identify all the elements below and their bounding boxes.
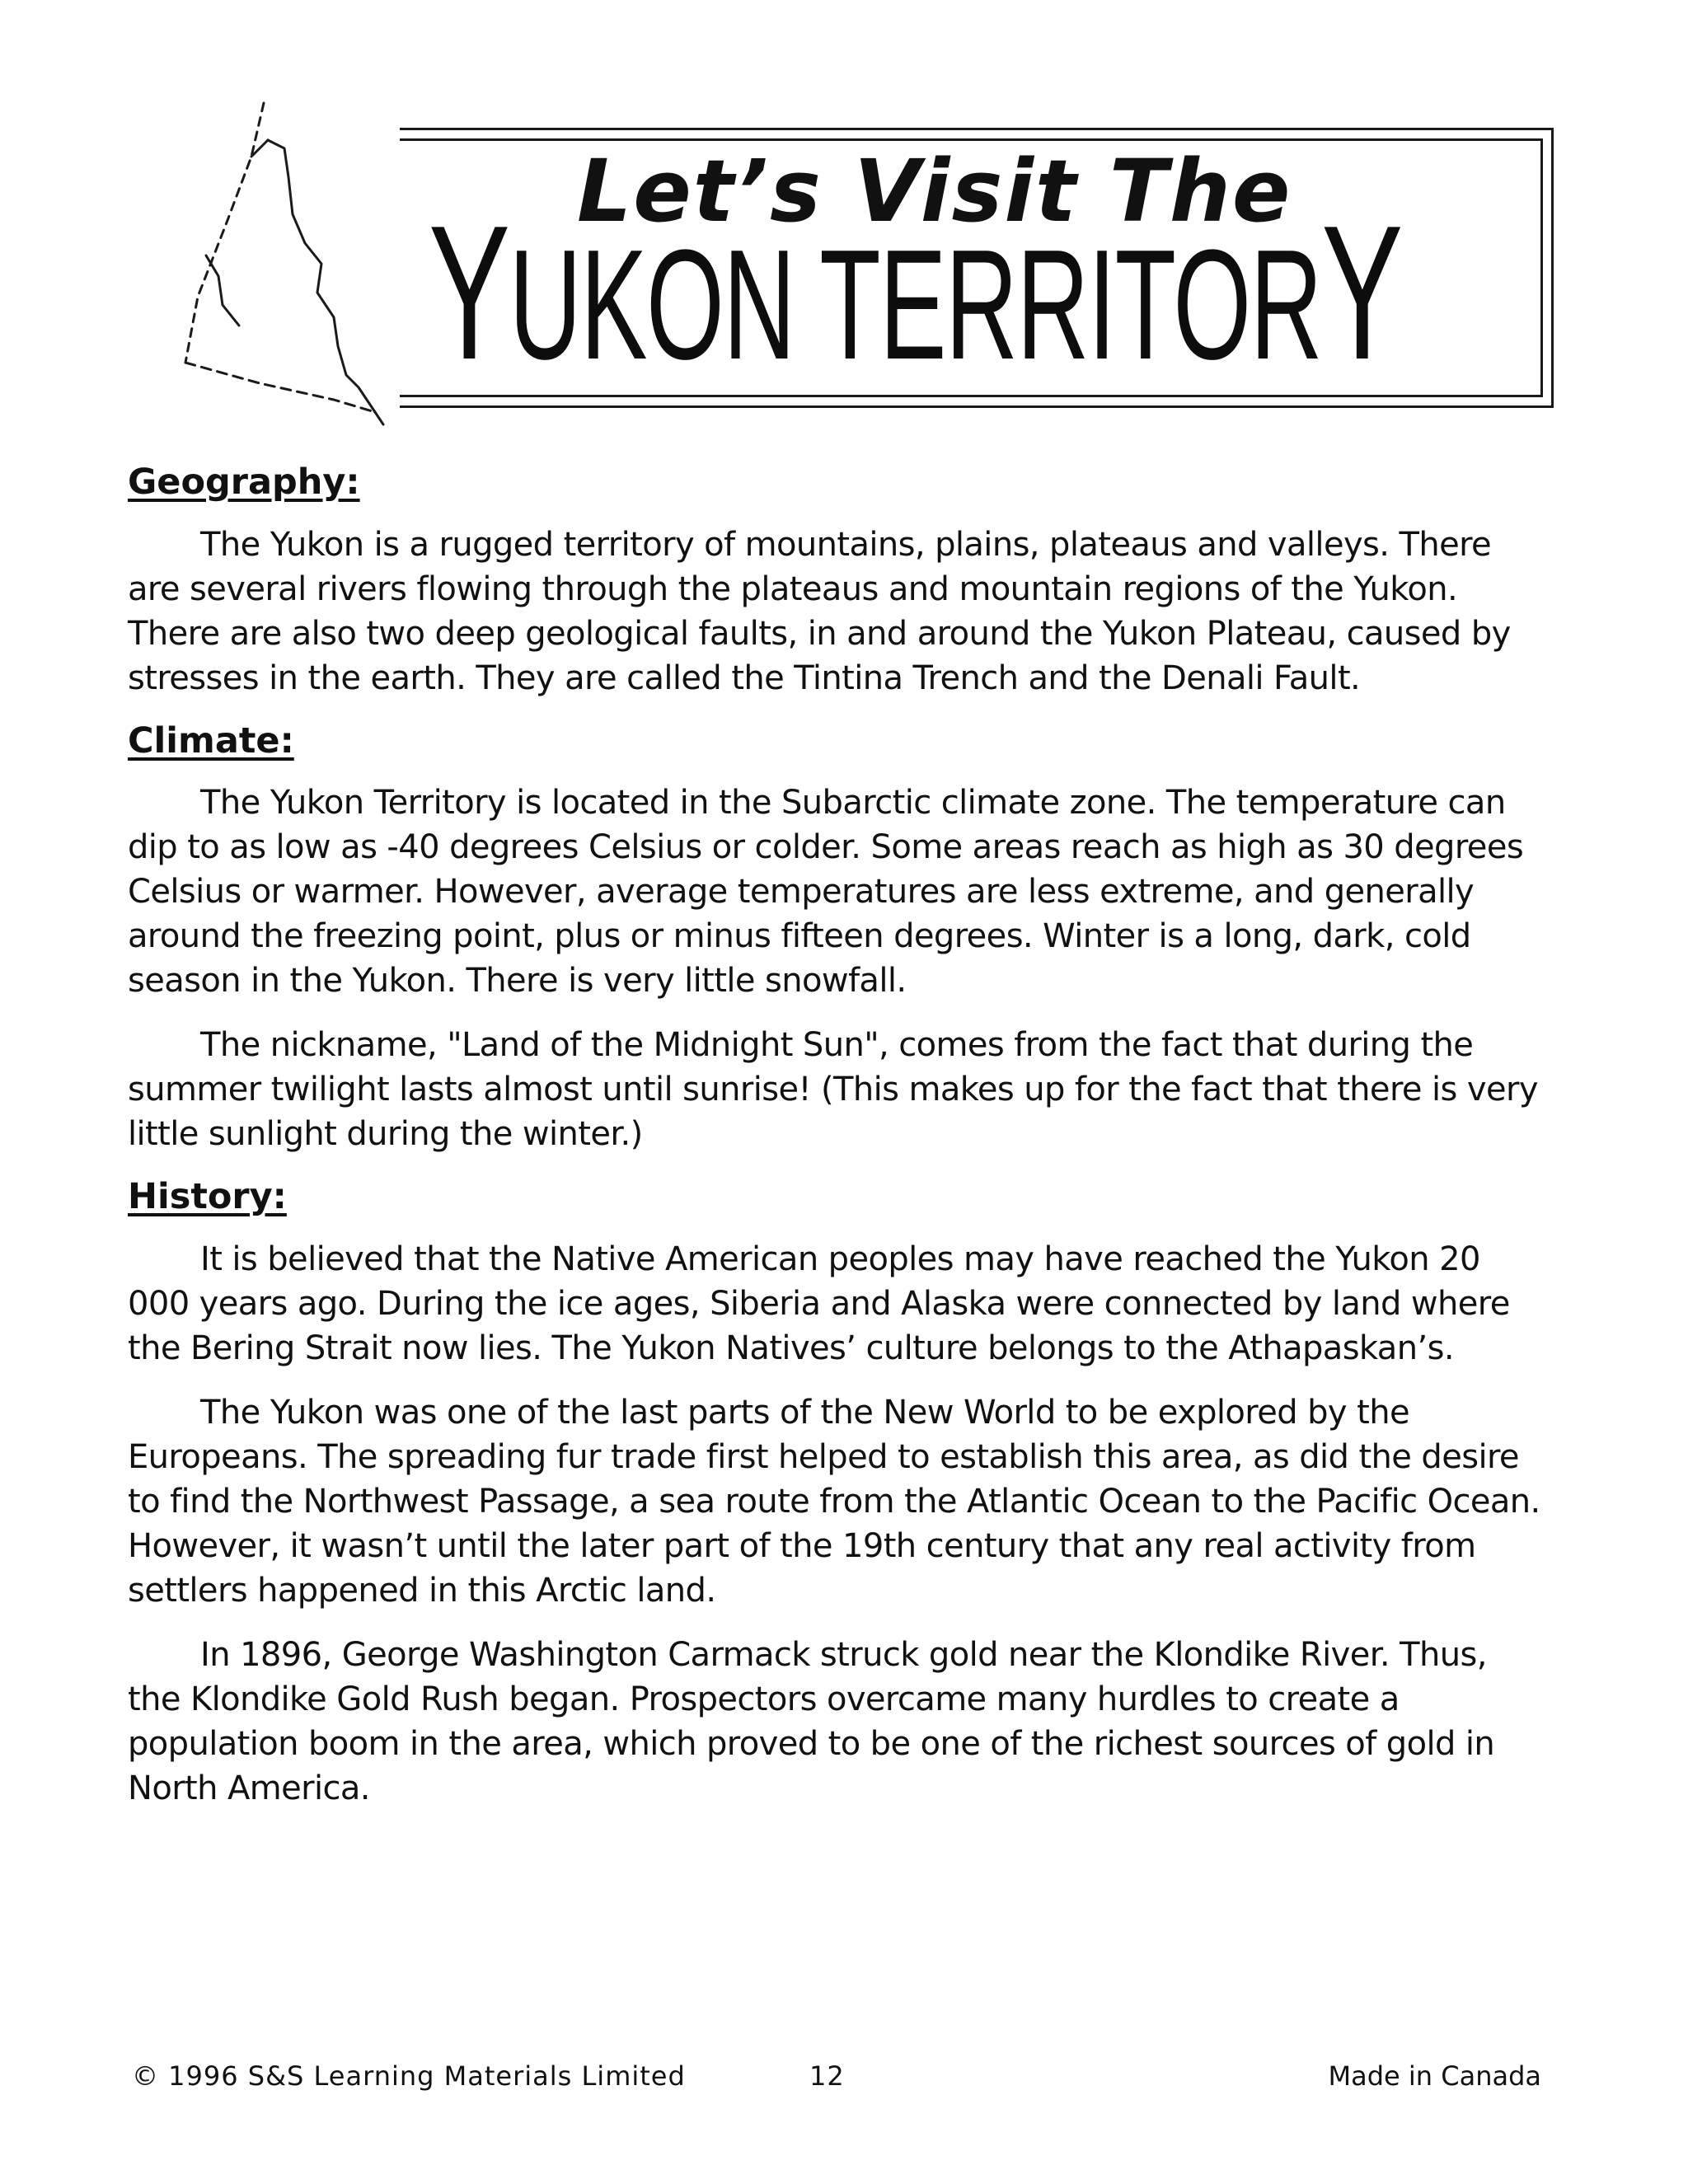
banner-title-middle: UKON TERRITOR <box>509 218 1322 392</box>
page-number: 12 <box>809 2060 845 2092</box>
paragraph: It is believed that the Native American peoples may have reached the Yukon 20 000 years ago. During the ice ages, Siberia and Alaska were connected by land where the Bering Strait now lies. The Yukon Natives’ culture belongs to the Athapaskan’s. <box>128 1240 1510 1367</box>
yukon-map-outline-icon <box>128 99 400 429</box>
banner-title-first-cap: Y <box>429 186 509 400</box>
section-heading: Geography: <box>128 462 360 503</box>
copyright-notice: © 1996 S&S Learning Materials Limited <box>132 2060 686 2092</box>
paragraph: In 1896, George Washington Carmack struck gold near the Klondike River. Thus, the Klondike Gold Rush began. Prospectors overcame many hurdles to create a population boom in the area, which proved to be one of the richest sources of gold in North America. <box>128 1635 1495 1807</box>
paragraph: The Yukon was one of the last parts of the New World to be explored by the Europeans. The spreading fur trade first helped to establish this area, as did the desire to find the Northwest Passage, a sea route from the Atlantic Ocean to the Pacific Ocean. However, it wasn’t until the later part of the 19th century that any real activity from settlers happened in this Arctic land. <box>128 1393 1540 1610</box>
paragraph: The Yukon is a rugged territory of mountains, plains, plateaus and valleys. There are several rivers flowing through the plateaus and mountain regions of the Yukon. There are also two deep geological faults, in and around the Yukon Plateau, caused by stresses in the earth. They are called the Tintina Trench and the Denali Fault. <box>128 525 1511 697</box>
paragraph: The Yukon Territory is located in the Subarctic climate zone. The temperature can dip to as low as -40 degrees Celsius or colder. Some areas reach as high as 30 degrees Celsius or warmer. However, average temperatures are less extreme, and generally around the freezing point, plus or minus fifteen degrees. Winter is a long, dark, cold season in the Yukon. There is very little snowfall. <box>128 784 1524 1001</box>
made-in-label: Made in Canada <box>1328 2060 1541 2092</box>
section-geography <box>128 462 1545 701</box>
page-footer <box>132 2060 1541 2093</box>
banner-subtitle: Let’s Visit The <box>577 141 1292 241</box>
section-history <box>128 1176 1545 1811</box>
section-heading: History: <box>128 1176 287 1218</box>
banner-title-last-cap: Y <box>1321 186 1403 400</box>
section-heading: Climate: <box>128 719 294 762</box>
section-climate <box>128 720 1545 1157</box>
main-content <box>128 462 1545 1830</box>
paragraph: The nickname, "Land of the Midnight Sun", comes from the fact that during the summer twilight lasts almost until sunrise! (This makes up for the fact that there is very little sunlight during the winter.) <box>128 1026 1538 1154</box>
